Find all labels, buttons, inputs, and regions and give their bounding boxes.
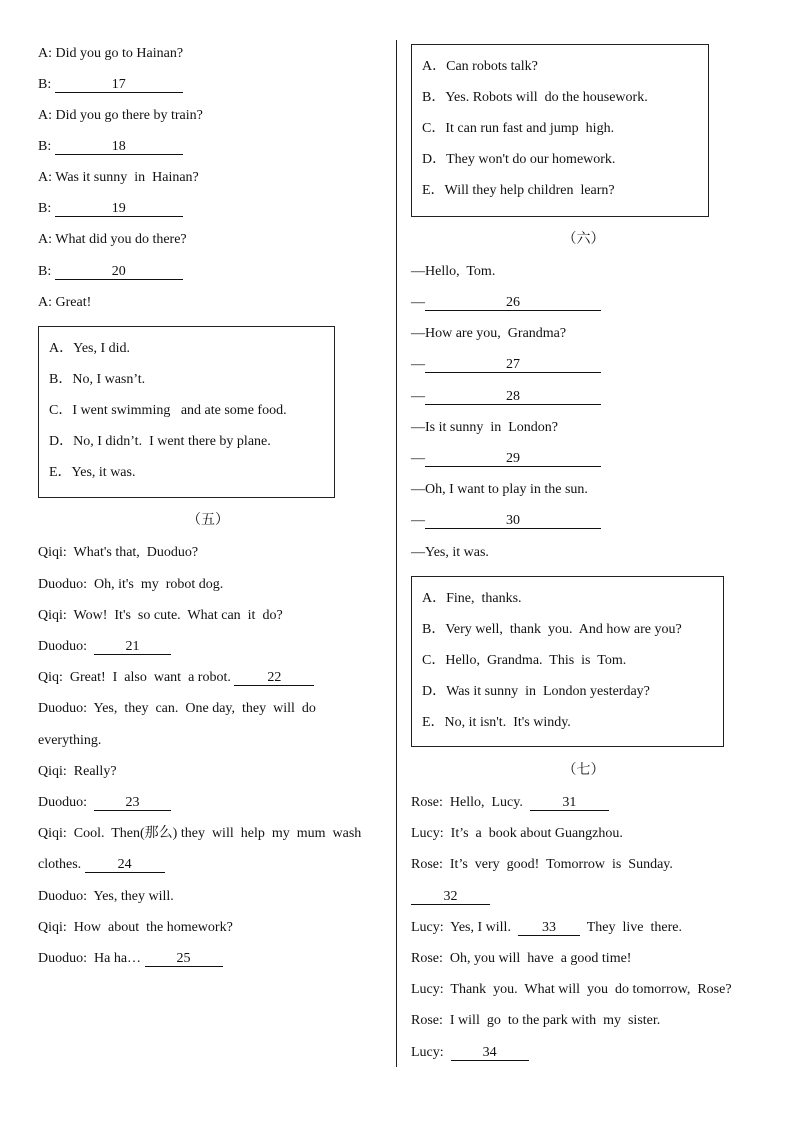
option-c: C．It can run fast and jump high. [422, 121, 615, 136]
answer-blank-21[interactable]: 21 [94, 639, 171, 655]
answer-blank-19[interactable]: 19 [55, 201, 183, 217]
option-a: A．Yes, I did. [49, 341, 131, 356]
options-box-section5 [411, 44, 709, 217]
option-a: A．Can robots talk? [422, 59, 538, 74]
dialogue-line: Qiqi: Cool. Then(那么) they will help my mum wash [38, 826, 362, 841]
dialogue-line: B: 18 [38, 138, 183, 156]
answer-blank-20[interactable]: 20 [55, 264, 183, 280]
option-d: D．No, I didn’t. I went there by plane. [49, 434, 271, 449]
answer-blank-33[interactable]: 33 [518, 920, 580, 936]
dialogue-line: Duoduo: 21 [38, 638, 171, 656]
dialogue-line: Rose: Hello, Lucy. 31 [411, 794, 609, 812]
section-title: （五） [187, 513, 229, 528]
dialogue-line: Qiqi: What's that, Duoduo? [38, 545, 199, 560]
option-c: C．I went swimming and ate some food. [49, 403, 287, 418]
dialogue-line: — 30 [411, 512, 601, 530]
option-d: D．Was it sunny in London yesterday? [422, 684, 650, 699]
dialogue-line: A: Was it sunny in Hainan? [38, 170, 199, 185]
answer-blank-28[interactable]: 28 [425, 389, 601, 405]
dialogue-line: —Is it sunny in London? [411, 420, 558, 435]
dialogue-line: Rose: It’s very good! Tomorrow is Sunday. [411, 857, 673, 872]
dialogue-line: Lucy: Yes, I will. 33 They live there. [411, 920, 682, 935]
dialogue-line: Qiqi: Wow! It's so cute. What can it do? [38, 608, 283, 623]
option-e: E．Yes, it was. [49, 465, 136, 480]
answer-blank-31[interactable]: 31 [530, 795, 609, 811]
dialogue-line: Qiq: Great! I also want a robot. 22 [38, 669, 314, 687]
dialogue-line: everything. [38, 733, 102, 748]
dialogue-line: B: 19 [38, 200, 183, 218]
dialogue-line: — 28 [411, 388, 601, 406]
dialogue-line: clothes. 24 [38, 856, 165, 874]
dialogue-line: B: 20 [38, 263, 183, 281]
dialogue-line: —Hello, Tom. [411, 264, 496, 279]
dialogue-line: Qiqi: Really? [38, 764, 117, 779]
dialogue-line: Lucy: 34 [411, 1044, 529, 1062]
answer-blank-30[interactable]: 30 [425, 513, 601, 529]
section-title: （六） [562, 232, 605, 247]
option-d: D．They won't do our homework. [422, 152, 616, 167]
dialogue-line: —Oh, I want to play in the sun. [411, 482, 588, 497]
option-c: C．Hello, Grandma. This is Tom. [422, 653, 627, 668]
dialogue-line: Lucy: Thank you. What will you do tomorrow, Rose? [411, 982, 732, 997]
dialogue-line [411, 888, 490, 906]
answer-blank-34[interactable]: 34 [451, 1045, 529, 1061]
dialogue-line: Duoduo: Ha ha… 25 [38, 950, 223, 968]
answer-blank-29[interactable]: 29 [425, 451, 601, 467]
dialogue-line: — 27 [411, 356, 601, 374]
answer-blank-22[interactable]: 22 [234, 670, 314, 686]
answer-blank-25[interactable]: 25 [145, 951, 223, 967]
answer-blank-26[interactable]: 26 [425, 295, 601, 311]
dialogue-line: A: What did you do there? [38, 232, 187, 247]
dialogue-line: — 29 [411, 450, 601, 468]
dialogue-line: Duoduo: Oh, it's my robot dog. [38, 577, 224, 592]
dialogue-line: Lucy: It’s a book about Guangzhou. [411, 826, 623, 841]
column-divider [396, 40, 397, 1067]
dialogue-line: B: 17 [38, 76, 183, 94]
option-e: E．Will they help children learn? [422, 183, 615, 198]
option-e: E．No, it isn't. It's windy. [422, 715, 571, 730]
options-box-section6 [411, 576, 724, 747]
dialogue-line: Qiqi: How about the homework? [38, 920, 233, 935]
answer-blank-18[interactable]: 18 [55, 139, 183, 155]
options-box-section4 [38, 326, 335, 498]
dialogue-line: A: Great! [38, 295, 92, 310]
dialogue-line: A: Did you go there by train? [38, 108, 203, 123]
dialogue-line: Rose: Oh, you will have a good time! [411, 951, 632, 966]
option-b: B．Yes. Robots will do the housework. [422, 90, 648, 105]
option-b: B．No, I wasn’t. [49, 372, 146, 387]
dialogue-line: —Yes, it was. [411, 545, 489, 560]
dialogue-line: Rose: I will go to the park with my sister. [411, 1013, 661, 1028]
section-title: （七） [562, 763, 605, 778]
dialogue-line: A: Did you go to Hainan? [38, 46, 184, 61]
answer-blank-27[interactable]: 27 [425, 357, 601, 373]
answer-blank-17[interactable]: 17 [55, 77, 183, 93]
dialogue-line: Duoduo: Yes, they will. [38, 889, 174, 904]
answer-blank-24[interactable]: 24 [85, 857, 165, 873]
dialogue-line: —How are you, Grandma? [411, 326, 567, 341]
dialogue-line: Duoduo: Yes, they can. One day, they will do [38, 701, 316, 716]
dialogue-line: Duoduo: 23 [38, 794, 171, 812]
dialogue-line: — 26 [411, 294, 601, 312]
answer-blank-23[interactable]: 23 [94, 795, 171, 811]
option-b: B．Very well, thank you. And how are you? [422, 622, 682, 637]
option-a: A．Fine, thanks. [422, 591, 522, 606]
answer-blank-32[interactable]: 32 [411, 889, 490, 905]
